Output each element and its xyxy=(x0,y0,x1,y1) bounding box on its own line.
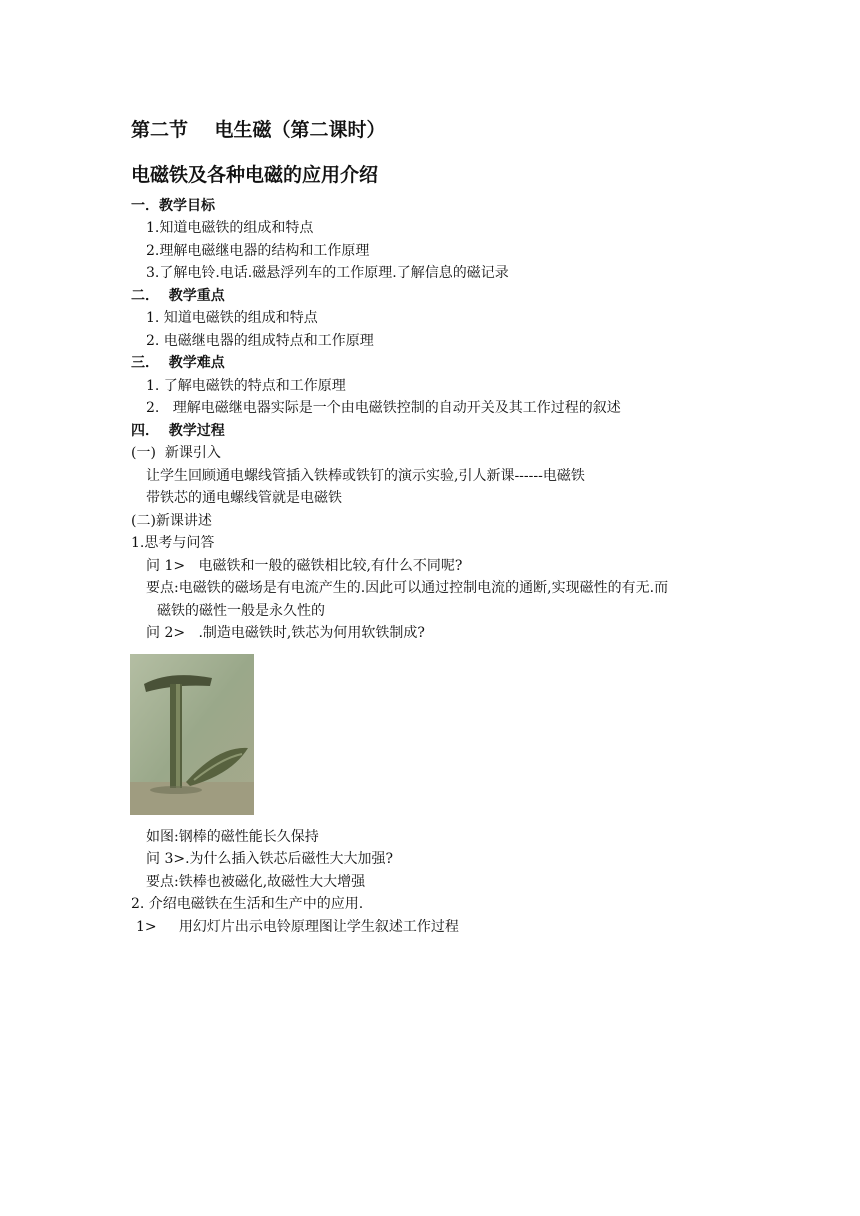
section-heading-difficulties: 三． 教学难点 xyxy=(131,355,225,371)
page-title: 第二节 电生磁（第二课时） xyxy=(131,119,386,141)
application-item: 1> 用幻灯片出示电铃原理图让学生叙述工作过程 xyxy=(136,919,459,935)
answer-3: 要点:铁棒也被磁化,故磁性大大增强 xyxy=(146,874,366,890)
list-item: 2. 理解电磁继电器实际是一个由电磁铁控制的自动开关及其工作过程的叙述 xyxy=(146,400,621,416)
page-subtitle: 电磁铁及各种电磁的应用介绍 xyxy=(131,164,379,186)
list-item: 2.理解电磁继电器的结构和工作原理 xyxy=(146,243,370,259)
paragraph: 让学生回顾通电螺线管插入铁棒或铁钉的演示实验,引人新课------电磁铁 xyxy=(146,468,585,484)
question-1: 问 1> 电磁铁和一般的磁铁相比较,有什么不同呢? xyxy=(146,558,463,574)
answer-1-line-2: 磁铁的磁性一般是永久性的 xyxy=(157,603,325,619)
section-heading-objectives: 一．教学目标 xyxy=(131,198,215,214)
list-item: 2. 电磁继电器的组成特点和工作原理 xyxy=(146,333,374,349)
list-item: 1.知道电磁铁的组成和特点 xyxy=(146,220,314,236)
question-2: 问 2> .制造电磁铁时,铁芯为何用软铁制成? xyxy=(146,625,425,641)
list-item: 1. 知道电磁铁的组成和特点 xyxy=(146,310,318,326)
figure-caption: 如图:钢棒的磁性能长久保持 xyxy=(146,829,319,845)
subsection-heading-intro: (一) 新课引入 xyxy=(131,445,221,461)
list-item: 1. 了解电磁铁的特点和工作原理 xyxy=(146,378,346,394)
section-heading-process: 四． 教学过程 xyxy=(131,423,225,439)
qa-heading: 1.思考与问答 xyxy=(131,535,215,551)
applications-heading: 2. 介绍电磁铁在生活和生产中的应用. xyxy=(131,896,364,912)
magnet-photo xyxy=(130,654,254,815)
list-item: 3.了解电铃.电话.磁悬浮列车的工作原理.了解信息的磁记录 xyxy=(146,265,509,281)
question-3: 问 3>.为什么插入铁芯后磁性大大加强? xyxy=(146,851,394,867)
paragraph: 带铁芯的通电螺线管就是电磁铁 xyxy=(146,490,342,506)
subsection-heading-lecture: (二)新课讲述 xyxy=(131,513,212,529)
answer-1-line-1: 要点:电磁铁的磁场是有电流产生的.因此可以通过控制电流的通断,实现磁性的有无.而 xyxy=(146,580,669,596)
section-heading-key-points: 二． 教学重点 xyxy=(131,288,225,304)
